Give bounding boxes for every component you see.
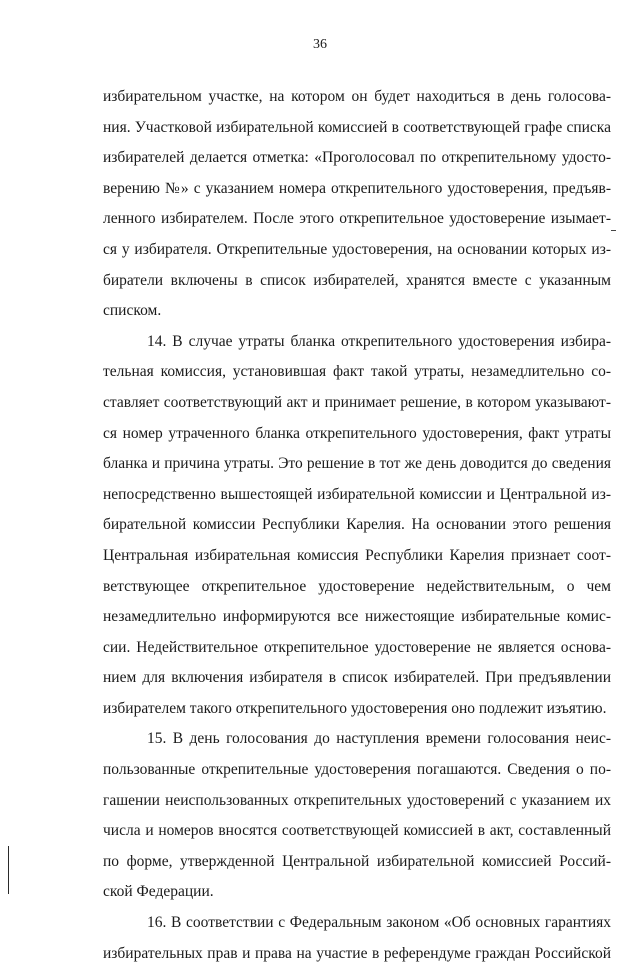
text-line: нием для включения избирателя в список избирателей. При предъявлении	[103, 669, 611, 687]
text-line: ской Федерации.	[103, 883, 214, 901]
text-line: избирателей делается отметка: «Проголосовал по открепительному удосто-	[103, 149, 611, 167]
text-line: числа и номеров вносятся соответствующей комиссией в акт, составленный	[103, 822, 611, 840]
scan-edge-line	[8, 846, 9, 894]
text-line: списком.	[103, 302, 162, 320]
text-line: незамедлительно информируются все нижестоящие избирательные комис-	[103, 608, 611, 626]
text-line: по форме, утвержденной Центральной избирательной комиссией Россий-	[103, 852, 611, 870]
text-line: избирательном участке, на котором он будет находиться в день голосова-	[103, 88, 611, 105]
stray-mark	[611, 230, 616, 231]
text-line: ся у избирателя. Открепительные удостоверения, на основании которых из-	[103, 240, 611, 258]
text-line: пользованные открепительные удостоверения погашаются. Сведения о по-	[103, 761, 611, 779]
text-line: ния. Участковой избирательной комиссией в соответствующей графе списка	[103, 118, 611, 136]
text-line: ся номер утраченного бланка открепительного удостоверения, факт утраты	[103, 424, 611, 442]
text-line: ленного избирателем. После этого открепительное удостоверение изымает-	[103, 210, 611, 228]
paragraph-15-start: 15. В день голосования до наступления времени голосования неис-	[147, 730, 611, 748]
text-line: бирательной комиссии Республики Карелия. На основании этого решения	[103, 516, 611, 534]
text-line: бланка и причина утраты. Это решение в тот же день доводится до сведения	[103, 455, 611, 473]
text-line: непосредственно вышестоящей избирательной комиссии и Центральной из-	[103, 485, 611, 503]
text-line: ветствующее открепительное удостоверение недействительным, о чем	[103, 577, 611, 595]
page-number: 36	[313, 37, 327, 52]
document-body	[103, 82, 611, 969]
text-line: гашении неиспользованных открепительных удостоверений с указанием их	[103, 791, 611, 809]
text-line: ставляет соответствующий акт и принимает решение, в котором указывают-	[103, 393, 611, 411]
paragraph-16-start: 16. В соответствии с Федеральным законом «Об основных гарантиях	[147, 914, 611, 932]
text-line: избирателем такого открепительного удостоверения оно подлежит изъятию.	[103, 699, 607, 717]
text-line: избирательных прав и права на участие в референдуме граждан Российской	[103, 944, 611, 962]
text-line: сии. Недействительное открепительное удостоверение не является основа-	[103, 638, 611, 656]
text-line: биратели включены в список избирателей, хранятся вместе с указанным	[103, 271, 611, 289]
paragraph-14-start: 14. В случае утраты бланка открепительного удостоверения избира-	[147, 332, 611, 350]
text-line: верению №» с указанием номера открепительного удостоверения, предъяв-	[103, 179, 611, 197]
text-line: тельная комиссия, установившая факт такой утраты, незамедлительно со-	[103, 363, 611, 381]
text-line: Центральная избирательная комиссия Республики Карелия признает соот-	[103, 546, 611, 564]
